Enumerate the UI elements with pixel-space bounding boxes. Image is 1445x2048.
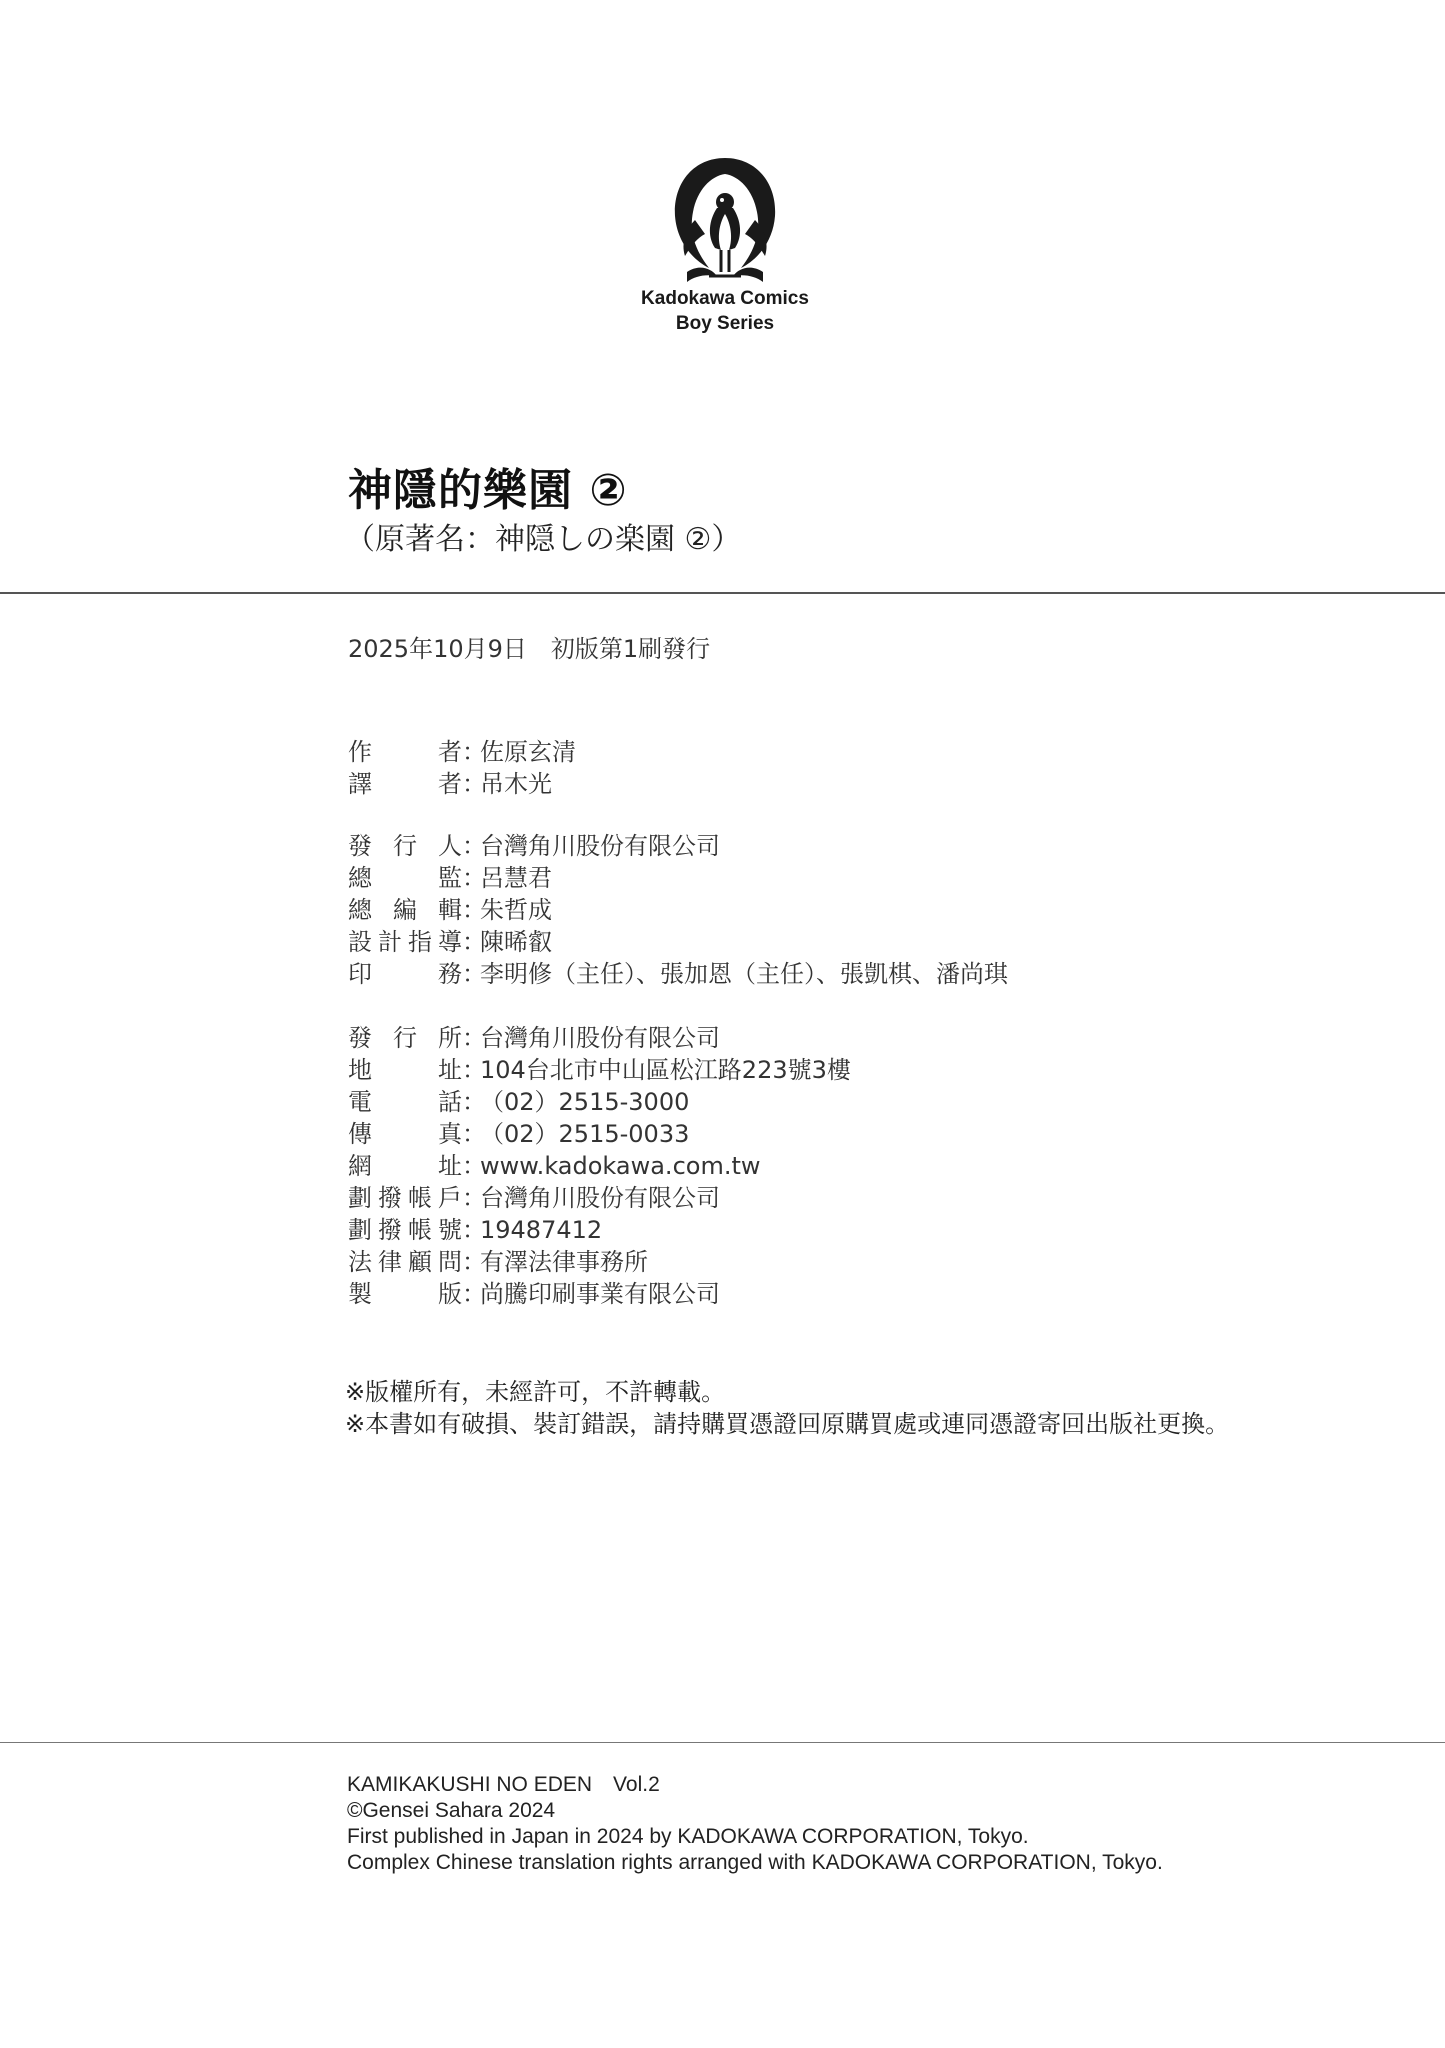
- colon: ：: [462, 738, 486, 766]
- colon: ：: [462, 1248, 486, 1276]
- note-line: ※本書如有破損、裝訂錯誤，請持購買憑證回原購買處或連同憑證寄回出版社更換。: [345, 1410, 1230, 1438]
- credit-row: [348, 1214, 851, 1246]
- colophon-line: Complex Chinese translation rights arranged with KADOKAWA CORPORATION, Tokyo.: [347, 1851, 1163, 1874]
- credit-value: 台灣角川股份有限公司: [480, 832, 720, 860]
- credit-label: [348, 862, 462, 894]
- credit-label-char: 問: [438, 1248, 462, 1276]
- credit-label: [348, 768, 462, 800]
- credit-row: [348, 926, 1008, 958]
- colon: ：: [462, 1280, 486, 1308]
- credit-label-char: 人: [438, 832, 462, 860]
- credits-publisher: [348, 1022, 851, 1310]
- credit-label: [348, 1118, 462, 1150]
- credit-value: 佐原玄清: [480, 738, 576, 766]
- credit-value: 陳晞叡: [480, 928, 552, 956]
- credit-label: [348, 1246, 462, 1278]
- colon: ：: [462, 1216, 486, 1244]
- phoenix-crest-icon: [665, 150, 785, 290]
- credit-label-char: 行: [393, 1024, 417, 1052]
- credit-value: 尚騰印刷事業有限公司: [480, 1280, 720, 1308]
- colon: ：: [462, 1120, 486, 1148]
- colon: ：: [462, 1088, 486, 1116]
- credit-label-char: 顧: [408, 1248, 432, 1276]
- credit-label-char: 發: [348, 1024, 372, 1052]
- credit-row: [348, 1054, 851, 1086]
- credit-label-char: 電: [348, 1088, 372, 1116]
- credit-row: [348, 862, 1008, 894]
- credit-label-char: 者: [438, 738, 462, 766]
- credit-label-char: 網: [348, 1152, 372, 1180]
- colon: ：: [462, 928, 486, 956]
- credit-label-char: 製: [348, 1280, 372, 1308]
- colon: ：: [462, 896, 486, 924]
- credit-row: [348, 768, 576, 800]
- note-line: ※版權所有，未經許可，不許轉載。: [345, 1378, 726, 1406]
- credit-label-char: 所: [438, 1024, 462, 1052]
- credit-label-char: 撥: [378, 1216, 402, 1244]
- credit-label-char: 法: [348, 1248, 372, 1276]
- credit-value: www.kadokawa.com.tw: [480, 1152, 761, 1180]
- credit-label-char: 行: [393, 832, 417, 860]
- credits-authors: [348, 736, 576, 800]
- colon: ：: [462, 832, 486, 860]
- colophon-line: First published in Japan in 2024 by KADOKAWA CORPORATION, Tokyo.: [347, 1825, 1029, 1848]
- series-line-1: Kadokawa Comics: [641, 288, 809, 309]
- credit-label-char: 輯: [438, 896, 462, 924]
- credit-label: [348, 926, 462, 958]
- credit-row: [348, 958, 1008, 990]
- divider-top: [0, 592, 1445, 594]
- credit-label-char: 監: [438, 864, 462, 892]
- credit-label-char: 譯: [348, 770, 372, 798]
- credit-label-char: 總: [348, 864, 372, 892]
- credit-label-char: 話: [438, 1088, 462, 1116]
- colophon-line: ©Gensei Sahara 2024: [347, 1799, 556, 1822]
- series-line-2: Boy Series: [675, 313, 775, 334]
- colon: ：: [462, 960, 486, 988]
- credit-label-char: 導: [438, 928, 462, 956]
- credit-row: [348, 830, 1008, 862]
- credit-label-char: 帳: [408, 1216, 432, 1244]
- credit-label-char: 總: [348, 896, 372, 924]
- credit-row: [348, 1278, 851, 1310]
- credit-label-char: 作: [348, 738, 372, 766]
- credit-value: 台灣角川股份有限公司: [480, 1024, 720, 1052]
- original-title: （原著名：神隠しの楽園 ②）: [345, 522, 742, 557]
- credit-label: [348, 830, 462, 862]
- credit-label-char: 劃: [348, 1216, 372, 1244]
- credit-row: [348, 1118, 851, 1150]
- credit-value: （02）2515-0033: [480, 1120, 690, 1148]
- credit-value: （02）2515-3000: [480, 1088, 690, 1116]
- divider-bottom: [0, 1742, 1445, 1743]
- colon: ：: [462, 1184, 486, 1212]
- credit-value: 104台北市中山區松江路223號3樓: [480, 1056, 851, 1084]
- credit-label-char: 印: [348, 960, 372, 988]
- credit-row: [348, 894, 1008, 926]
- credit-label-char: 傳: [348, 1120, 372, 1148]
- credit-label-char: 者: [438, 770, 462, 798]
- credit-value: 李明修（主任）、張加恩（主任）、張凱棋、潘尚琪: [480, 960, 1008, 988]
- credit-label-char: 務: [438, 960, 462, 988]
- credit-label-char: 號: [438, 1216, 462, 1244]
- book-title: 神隱的樂園 ②: [348, 465, 628, 516]
- credit-label-char: 戶: [438, 1184, 462, 1212]
- credit-row: [348, 1246, 851, 1278]
- credit-value: 呂慧君: [480, 864, 552, 892]
- credit-label-char: 撥: [378, 1184, 402, 1212]
- credit-label-char: 址: [438, 1056, 462, 1084]
- colon: ：: [462, 864, 486, 892]
- credit-value: 台灣角川股份有限公司: [480, 1184, 720, 1212]
- colophon-line: KAMIKAKUSHI NO EDEN Vol.2: [347, 1773, 660, 1796]
- credit-label: [348, 736, 462, 768]
- edition-date: 2025年10月9日 初版第1刷發行: [348, 635, 711, 663]
- credit-value: 朱哲成: [480, 896, 552, 924]
- credit-label-char: 版: [438, 1280, 462, 1308]
- credit-label-char: 址: [438, 1152, 462, 1180]
- credit-label: [348, 958, 462, 990]
- credit-label-char: 發: [348, 832, 372, 860]
- credit-label: [348, 894, 462, 926]
- colon: ：: [462, 1056, 486, 1084]
- credit-label-char: 計: [378, 928, 402, 956]
- credit-label: [348, 1086, 462, 1118]
- credit-label-char: 編: [393, 896, 417, 924]
- credit-label-char: 帳: [408, 1184, 432, 1212]
- credit-label: [348, 1022, 462, 1054]
- credit-row: [348, 1022, 851, 1054]
- credit-label-char: 設: [348, 928, 372, 956]
- credit-row: [348, 1182, 851, 1214]
- credit-value: 吊木光: [480, 770, 552, 798]
- series-name: [600, 286, 850, 336]
- credit-value: 有澤法律事務所: [480, 1248, 648, 1276]
- credit-label-char: 地: [348, 1056, 372, 1084]
- credit-label-char: 指: [408, 928, 432, 956]
- credit-label: [348, 1278, 462, 1310]
- credit-row: [348, 1086, 851, 1118]
- credit-label-char: 律: [378, 1248, 402, 1276]
- credit-label: [348, 1182, 462, 1214]
- colon: ：: [462, 1152, 486, 1180]
- colon: ：: [462, 770, 486, 798]
- credit-row: [348, 736, 576, 768]
- credit-value: 19487412: [480, 1216, 603, 1244]
- credit-row: [348, 1150, 851, 1182]
- credit-label-char: 劃: [348, 1184, 372, 1212]
- credits-staff: [348, 830, 1008, 990]
- credit-label-char: 真: [438, 1120, 462, 1148]
- english-colophon: [347, 1772, 1163, 1876]
- credit-label: [348, 1054, 462, 1086]
- credit-label: [348, 1150, 462, 1182]
- colon: ：: [462, 1024, 486, 1052]
- copyright-notes: [345, 1376, 1229, 1440]
- credit-label: [348, 1214, 462, 1246]
